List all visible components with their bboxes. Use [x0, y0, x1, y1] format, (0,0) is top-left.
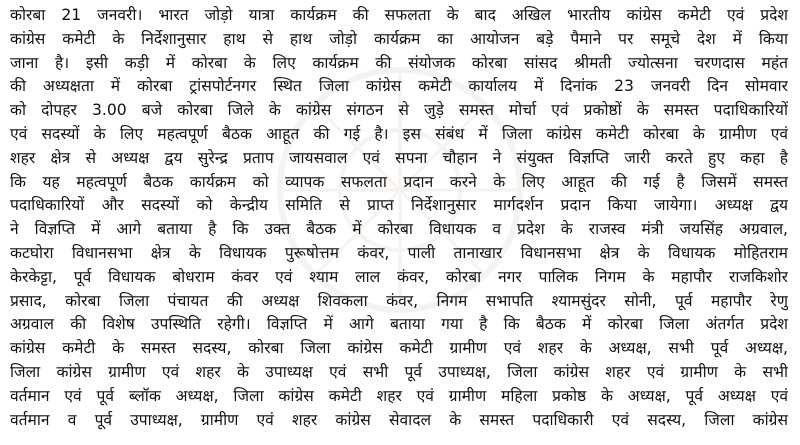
text-line: वर्तमान एवं पूर्व ब्लॉक अध्यक्ष, जिला कांग्रेस कमेटी शहर एवं ग्रामीण महिला प्रकोष्ठ के अध्यक्ष, पूर्व अध्यक्ष एवं	[10, 386, 788, 405]
text-line: प्रसाद, कोरबा जिला पंचायत की अध्यक्ष शिवकला कंवर, निगम सभापति श्यामसुंदर सोनी, पूर्व महापौर रेणु	[10, 291, 788, 310]
text-line: को दोपहर 3.00 बजे कोरबा जिले के कांग्रेस संगठन से जुड़े समस्त मोर्चा एवं प्रकोष्ठों के समस्त पदाधिकारियों	[10, 101, 788, 120]
text-line: ने विज्ञप्ति में आगे बताया है कि उक्त बैठक में कोरबा विधायक व प्रदेश के राजस्व मंत्री जयसिंह अग्रवाल,	[10, 220, 788, 239]
text-line: पदाधिकारियों और सदस्यों को केन्द्रीय समिति से प्राप्त निर्देशानुसार मार्गदर्शन प्रदान किया जायेगा। अध्यक्ष द्वय	[10, 196, 788, 215]
text-line: कटघोरा विधानसभा क्षेत्र के विधायक पुरूषोत्तम कंवर, पाली तानाखार विधानसभा क्षेत्र के विधायक मोहितराम	[10, 243, 788, 262]
text-line: जाना है। इसी कड़ी में कोरबा के लिए कार्यक्रम की संयोजक कोरबा सांसद श्रीमती ज्योत्सना चरणदास महंत	[10, 53, 788, 72]
text-line: की अध्यक्षता में कोरबा ट्रांसपोर्टनगर स्थित जिला कांग्रेस कमेटी कार्यालय में दिनांक 23 जनवरी दिन सोमवार	[10, 77, 788, 96]
text-line: कांग्रेस कमेटी के समस्त सदस्य, कोरबा जिला कांग्रेस कमेटी ग्रामीण एवं शहर के अध्यक्ष, सभी पूर्व अध्यक्ष,	[10, 339, 788, 358]
text-line: अग्रवाल की विशेष उपस्थिति रहेगी। विज्ञप्ति में आगे बताया गया है कि बैठक में कोरबा जिला अंतर्गत प्रदेश	[10, 315, 788, 334]
text-line: कि यह महत्वपूर्ण बैठक कार्यक्रम को व्यापक सफलता प्रदान करने के लिए आहूत की गई है जिसमें समस्त	[10, 172, 788, 191]
press-release-text	[10, 4, 788, 432]
text-line: केरकेट्टा, पूर्व विधायक बोधराम कंवर एवं श्याम लाल कंवर, कोरबा नगर पालिक निगम के महापौर राजकिशोर	[10, 267, 788, 286]
text-line: कोरबा 21 जनवरी। भारत जोड़ो यात्रा कार्यक्रम की सफलता के बाद अखिल भारतीय कांग्रेस कमेटी एवं प्रदेश	[10, 6, 788, 24]
text-line: शहर क्षेत्र से अध्यक्ष द्वय सुरेन्द्र प्रताप जायसवाल एवं सपना चौहान ने संयुक्त विज्ञप्ति जारी करते हुए कहा है	[10, 148, 788, 167]
text-line: जिला कांग्रेस ग्रामीण एवं शहर के उपाध्यक्ष एवं सभी पूर्व उपाध्यक्ष, जिला कांग्रेस शहर एवं ग्रामीण के सभी	[10, 362, 788, 381]
text-line: कांग्रेस कमेटी के निर्देशानुसार हाथ से हाथ जोड़ो कार्यक्रम का आयोजन बड़े पैमाने पर समूचे देश में किया	[10, 29, 788, 48]
text-line: एवं सदस्यों के लिए महत्वपूर्ण बैठक आहूत की गई है। इस संबंध में जिला कांग्रेस कमेटी कोरबा के ग्रामीण एवं	[10, 124, 788, 143]
text-line: वर्तमान व पूर्व उपाध्यक्ष, ग्रामीण एवं शहर कांग्रेस सेवादल के समस्त पदाधिकारी एवं सदस्य, जिला कांग्रेस	[10, 410, 788, 429]
